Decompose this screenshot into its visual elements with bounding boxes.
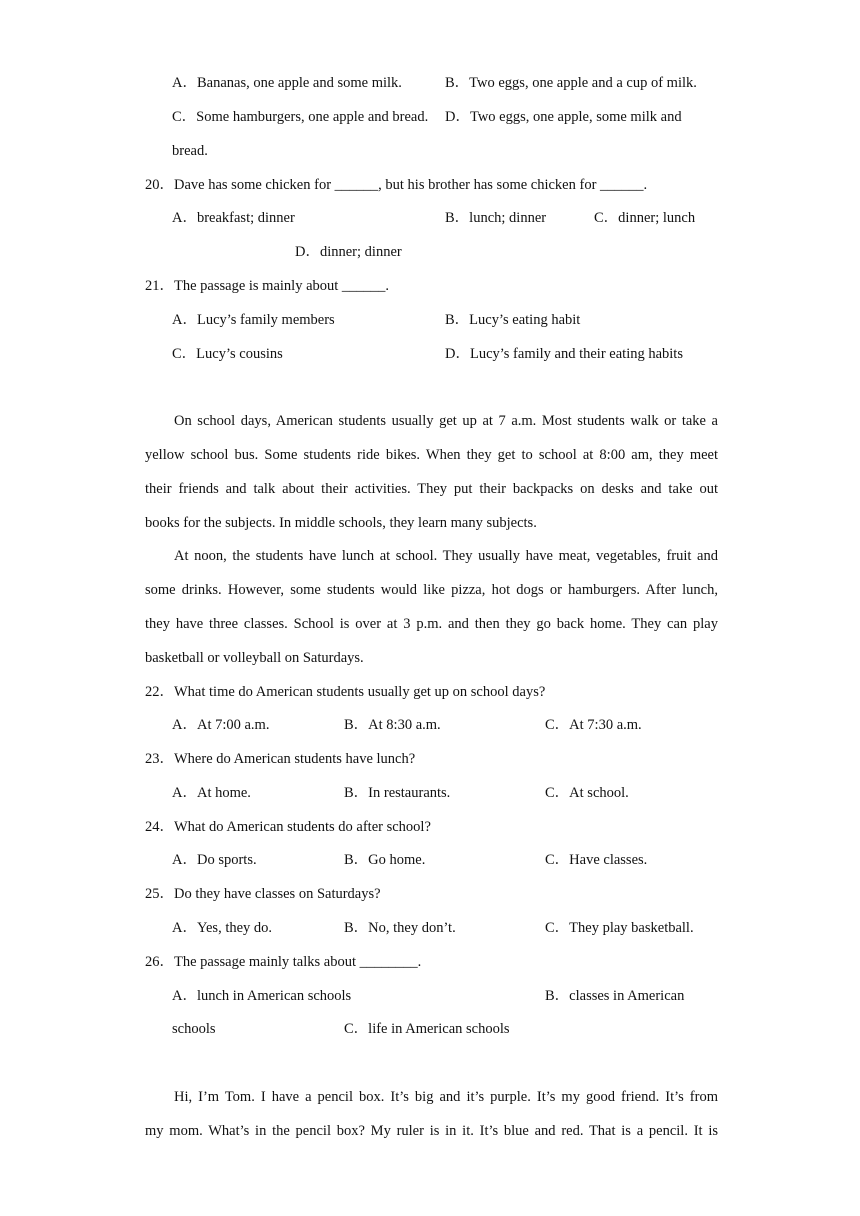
q19-option-c: C．Some hamburgers, one apple and bread. [172,109,429,125]
passage2-line: At noon, the students have lunch at school. They usually have meat, vegetables, fruit and [174,548,718,564]
q19-option-b: B．Two eggs, one apple and a cup of milk. [445,75,697,91]
passage2-line: they have three classes. School is over at 3 p.m. and then they go back home. They can play [145,616,718,632]
q26-stem: 26．The passage mainly talks about ________. [145,954,422,970]
q25-option-a: A．Yes, they do. [172,920,273,936]
q24-option-c: C．Have classes. [545,852,648,868]
q25-option-b: B．No, they don’t. [344,920,456,936]
q21-option-d: D．Lucy’s family and their eating habits [445,346,683,362]
q21-stem: 21．The passage is mainly about ______. [145,278,390,294]
q25-option-c: C．They play basketball. [545,920,694,936]
q24-stem: 24．What do American students do after school? [145,819,431,835]
q19-option-d: D．Two eggs, one apple, some milk and [445,109,682,125]
passage2-line: some drinks. However, some students would like pizza, hot dogs or hamburgers. After lunch, [145,582,718,598]
q24-option-b: B．Go home. [344,852,426,868]
q24-option-a: A．Do sports. [172,852,257,868]
q20-option-b: B．lunch; dinner [445,210,547,226]
q23-option-b: B．In restaurants. [344,785,451,801]
q26-option-c: C．life in American schools [344,1021,510,1037]
q19-option-d-continued: bread. [172,143,208,159]
passage3-line: my mom. What’s in the pencil box? My ruler is in it. It’s blue and red. That is a pencil. It is [145,1123,718,1139]
q26-option-b-continued: schools [172,1021,216,1037]
q23-stem: 23．Where do American students have lunch? [145,751,416,767]
passage2-line: their friends and talk about their activities. They put their backpacks on desks and take out [145,481,718,497]
q22-option-b: B．At 8:30 a.m. [344,717,441,733]
q20-stem: 20．Dave has some chicken for ______, but his brother has some chicken for ______. [145,177,648,193]
q26-option-b: B．classes in American [545,988,685,1004]
q20-option-d: D．dinner; dinner [295,244,402,260]
q22-option-a: A．At 7:00 a.m. [172,717,270,733]
passage2-line: yellow school bus. Some students ride bikes. When they get to school at 8:00 am, they meet [145,447,718,463]
q26-option-a: A．lunch in American schools [172,988,352,1004]
q20-option-c: C．dinner; lunch [594,210,696,226]
q23-option-a: A．At home. [172,785,251,801]
q21-option-b: B．Lucy’s eating habit [445,312,581,328]
passage2-line: books for the subjects. In middle schools, they learn many subjects. [145,515,537,531]
q25-stem: 25．Do they have classes on Saturdays? [145,886,381,902]
q20-option-a: A．breakfast; dinner [172,210,295,226]
q22-option-c: C．At 7:30 a.m. [545,717,642,733]
passage2-line: basketball or volleyball on Saturdays. [145,650,364,666]
q21-option-a: A．Lucy’s family members [172,312,335,328]
q23-option-c: C．At school. [545,785,629,801]
passage2-line: On school days, American students usually get up at 7 a.m. Most students walk or take a [174,413,718,429]
q19-option-a: A．Bananas, one apple and some milk. [172,75,402,91]
passage3-line: Hi, I’m Tom. I have a pencil box. It’s big and it’s purple. It’s my good friend. It’s from [174,1089,718,1105]
q22-stem: 22．What time do American students usually get up on school days? [145,684,546,700]
q21-option-c: C．Lucy’s cousins [172,346,283,362]
